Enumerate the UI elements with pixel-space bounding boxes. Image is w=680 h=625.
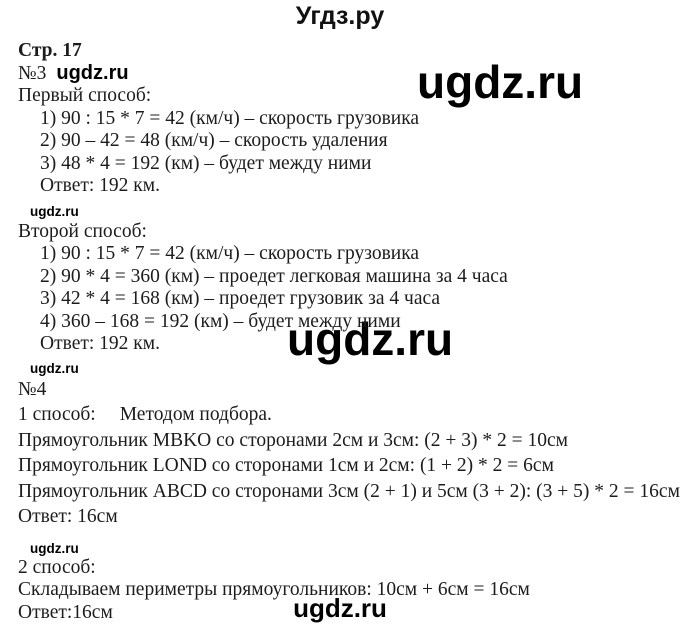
task4-method1-heading: [18, 404, 674, 427]
watermark-ugdz-large-center: ugdz.ru: [287, 313, 454, 365]
task3-heading: [18, 63, 674, 86]
watermark-ugdz-large-right: ugdz.ru: [417, 56, 584, 108]
solution-step: 2) 90 * 4 = 360 (км) – проедет легковая машина за 4 часа: [40, 265, 508, 287]
site-header-logo: Угдз.ру: [295, 2, 385, 30]
task3-method2-steps: [18, 243, 674, 356]
solutions-content: [0, 40, 680, 624]
page-number: Стр. 17: [18, 40, 82, 61]
task3-number: №3: [18, 62, 47, 84]
solution-step: 4) 360 – 168 = 192 (км) – будет между ними: [40, 310, 401, 332]
solution-line: Прямоугольник LOND со сторонами 1см и 2см: (1 + 2) * 2 = 6см: [18, 455, 554, 476]
solution-line: Складываем периметры прямоугольников: 10см + 6см = 16см: [18, 579, 530, 600]
task3-method1-title: Первый способ:: [18, 85, 152, 106]
task3-method1-answer: Ответ: 192 км.: [40, 175, 160, 196]
watermark-ugdz-small: ugdz.ru: [30, 203, 79, 219]
solution-step: 3) 42 * 4 = 168 (км) – проедет грузовик за 4 часа: [40, 288, 441, 309]
task3-method2-title: Второй способ:: [18, 220, 147, 242]
solution-step: 1) 90 : 15 * 7 = 42 (км/ч) – скорость грузовика: [40, 107, 420, 129]
watermark-ugdz-small: ugdz.ru: [30, 360, 79, 376]
solution-step: 3) 48 * 4 = 192 (км) – будет между ними: [40, 152, 372, 174]
site-footer-logo: ugdz.ru: [293, 593, 387, 623]
task3-method1-steps: [18, 108, 674, 198]
task3-method2-answer: Ответ: 192 км.: [40, 333, 160, 354]
task4-number: №4: [18, 378, 47, 400]
task4-method2-title: 2 способ:: [18, 556, 96, 578]
solution-step: 1) 90 : 15 * 7 = 42 (км/ч) – скорость грузовика: [40, 243, 420, 264]
task4-method1-title: 1 способ:: [18, 404, 96, 425]
task4-method1-answer: Ответ: 16см: [18, 506, 118, 527]
watermark-ugdz-inline: ugdz.ru: [56, 61, 129, 84]
watermark-ugdz-small: ugdz.ru: [30, 540, 79, 556]
task4-method1-subtitle: Методом подбора.: [119, 404, 272, 425]
solution-line: Прямоугольник ABCD со сторонами 3см (2 + 1) и 5см (3 + 2): (3 + 5) * 2 = 16см: [18, 480, 680, 502]
solution-step: 2) 90 – 42 = 48 (км/ч) – скорость удаления: [40, 130, 388, 151]
solution-line: Прямоугольник MBKO со сторонами 2см и 3см: (2 + 3) * 2 = 10см: [18, 429, 569, 451]
task4-method2-answer: Ответ:16см: [18, 601, 113, 623]
